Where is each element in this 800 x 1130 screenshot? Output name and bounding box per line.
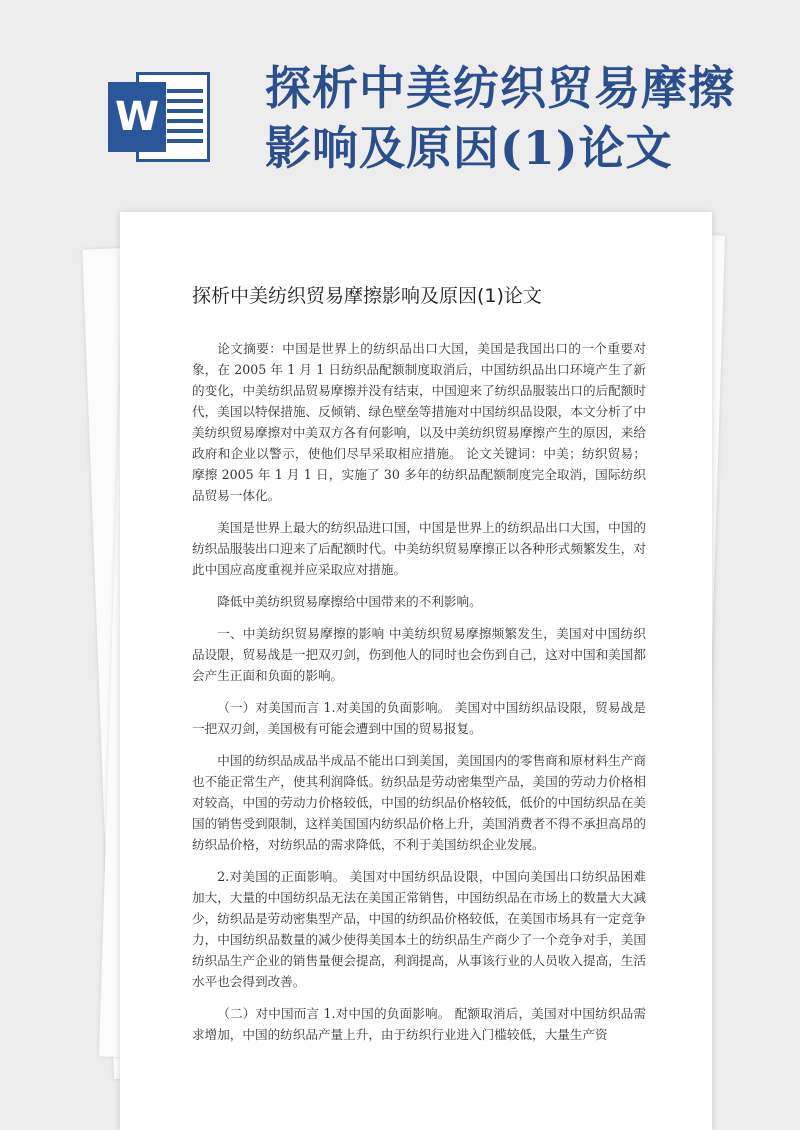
paragraph: 中国的纺织品成品半成品不能出口到美国，美国国内的零售商和原材料生产商也不能正常生产，使其利润降低。纺织品是劳动密集型产品，美国的劳动力价格相对较高，中国的劳动力价格较低，中国的纺织品价格较低，低价的中国纺织品在美国的销售受到限制，这样美国国内纺织品价格上升，美国消费者不得不承担高昂的纺织品价格，对纺织品的需求降低，不利于美国纺织企业发展。 — [192, 753, 646, 852]
banner — [0, 0, 800, 200]
paragraph: （一）对美国而言 1.对美国的负面影响。 美国对中国纺织品设限，贸易战是一把双刃剑，美国极有可能会遭到中国的贸易报复。 — [192, 700, 646, 736]
banner-title-line2: 影响及原因(1)论文 — [265, 121, 673, 175]
word-w-badge: W — [108, 82, 166, 152]
paragraph: 2.对美国的正面影响。 美国对中国纺织品设限，中国向美国出口纺织品困难加大，大量的中国纺织品无法在美国正常销售，中国纺织品在市场上的数量大大减少，纺织品是劳动密集型产品，中国的纺织品价格较低，在美国市场具有一定竞争力，中国纺织品数量的减少使得美国本土的纺织品生产商少了一个竞争对手，美国纺织品生产企业的销售量便会提高，利润提高，从事该行业的人员收入提高，生活水平也会得到改善。 — [192, 869, 646, 989]
paragraph: 论文摘要：中国是世界上的纺织品出口大国，美国是我国出口的一个重要对象，在 2005 年 1 月 1 日纺织品配额制度取消后，中国纺织品出口环境产生了新的变化，中美纺织品贸易摩擦并没有结束，中国迎来了纺织品服装出口的后配额时代，美国以特保措施、反倾销、绿色壁垒等措施对中国纺织品设限，本文分析了中美纺织贸易摩擦对中美双方各有何影响，以及中美纺织贸易摩擦产生的原因，来给政府和企业以警示，使他们尽早采取相应措施。 论文关键词：中美；纺织贸易；摩擦 2005 年 1 月 1 日，实施了 30 多年的纺织品配额制度完全取消，国际纺织品贸易一体化。 — [192, 341, 646, 503]
banner-title — [265, 58, 785, 178]
banner-title-line1: 探析中美纺织贸易摩擦 — [265, 61, 735, 115]
document-title: 探析中美纺织贸易摩擦影响及原因(1)论文 — [192, 285, 542, 307]
paragraph: 一、中美纺织贸易摩擦的影响 中美纺织贸易摩擦频繁发生，美国对中国纺织品设限，贸易战是一把双刃剑，伤到他人的同时也会伤到自己，这对中国和美国都会产生正面和负面的影响。 — [192, 626, 646, 683]
paragraph: 降低中美纺织贸易摩擦给中国带来的不利影响。 — [217, 594, 482, 609]
document-page — [120, 212, 712, 1130]
paragraph: 美国是世界上最大的纺织品进口国，中国是世界上的纺织品出口大国，中国的纺织品服装出口迎来了后配额时代。中美纺织贸易摩擦正以各种形式频繁发生，对此中国应高度重视并应采取应对措施。 — [192, 520, 646, 577]
paragraph: （二）对中国而言 1.对中国的负面影响。 配额取消后，美国对中国纺织品需求增加，中国的纺织品产量上升，由于纺织行业进入门槛较低，大量生产资 — [192, 1006, 646, 1042]
word-document-icon — [108, 72, 210, 162]
